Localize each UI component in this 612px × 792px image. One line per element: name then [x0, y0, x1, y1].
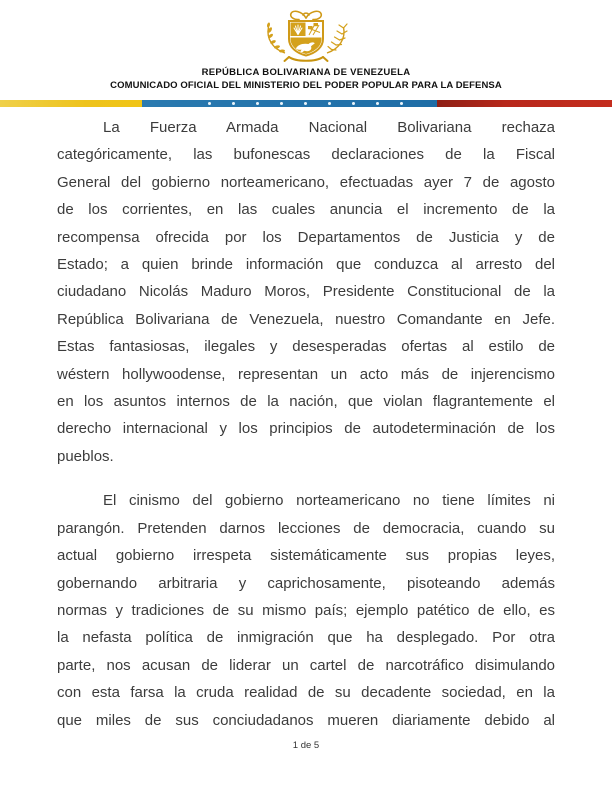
text-line: la nefasta política de inmigración que ha desplegado. Por otra	[57, 629, 555, 647]
text-line: ciudadano Nicolás Maduro Moros, Presidente Constitucional de la	[57, 283, 555, 301]
flag-stripe-yellow	[0, 100, 142, 107]
text-line: derecho internacional y los principios de autodeterminación de los	[57, 420, 555, 438]
text-line: con esta farsa la cruda realidad de su decadente sociedad, en la	[57, 684, 555, 702]
text-line: El cinismo del gobierno norteamericano no tiene límites ni	[103, 492, 555, 510]
text-line: parangón. Pretenden darnos lecciones de democracia, cuando su	[57, 519, 555, 537]
text-line: de los corrientes, en las cuales anuncia el incremento de la	[57, 201, 555, 219]
text-line: recompensa ofrecida por los Departamentos de Justicia y de	[57, 228, 555, 246]
text-line: General del gobierno norteamericano, efectuadas ayer 7 de agosto	[57, 173, 555, 191]
star-icon	[400, 102, 403, 105]
star-icon	[208, 102, 211, 105]
text-line: Estado; a quien brinde información que conduzca al arresto del	[57, 256, 555, 274]
star-icon	[256, 102, 259, 105]
flag-bar	[0, 100, 612, 107]
star-icon	[328, 102, 331, 105]
republic-title: REPÚBLICA BOLIVARIANA DE VENEZUELA	[201, 67, 411, 78]
communique-title: COMUNICADO OFICIAL DEL MINISTERIO DEL PODER POPULAR PARA LA DEFENSA	[110, 80, 502, 91]
star-icon	[352, 102, 355, 105]
text-line: actual gobierno irrespeta sistemáticamente sus propias leyes,	[57, 547, 555, 565]
text-line: República Bolivariana de Venezuela, nuestro Comandante en Jefe.	[57, 310, 555, 328]
text-line: pueblos.	[57, 447, 114, 465]
text-line: en los asuntos internos de la nación, que violan flagrantemente el	[57, 393, 555, 411]
star-icon	[232, 102, 235, 105]
document-body	[57, 114, 555, 751]
text-line: normas y tradiciones de su mismo país; ejemplo patético de ello, es	[57, 601, 555, 619]
flag-stars	[208, 102, 403, 105]
text-line: gobernando arbitraria y caprichosamente, pisoteando además	[57, 574, 555, 592]
flag-stripe-blue	[142, 100, 437, 107]
flag-stripe-red	[437, 100, 612, 107]
page-number: 1 de 5	[292, 740, 320, 751]
text-line: categóricamente, las bufonescas declaraciones de la Fiscal	[57, 146, 555, 164]
paragraph	[57, 114, 555, 470]
text-line: que miles de sus conciudadanos mueren diariamente debido al	[57, 711, 555, 729]
paragraph	[57, 487, 555, 734]
star-icon	[280, 102, 283, 105]
text-line: Estas fantasiosas, ilegales y desesperadas ofertas al estilo de	[57, 338, 555, 356]
text-line: parte, nos acusan de liderar un cartel de narcotráfico disimulando	[57, 656, 555, 674]
text-line: wéstern hollywoodense, representan un acto más de injerencismo	[57, 365, 555, 383]
coat-of-arms-icon	[258, 8, 354, 71]
star-icon	[376, 102, 379, 105]
text-line: La Fuerza Armada Nacional Bolivariana rechaza	[103, 119, 555, 136]
star-icon	[304, 102, 307, 105]
